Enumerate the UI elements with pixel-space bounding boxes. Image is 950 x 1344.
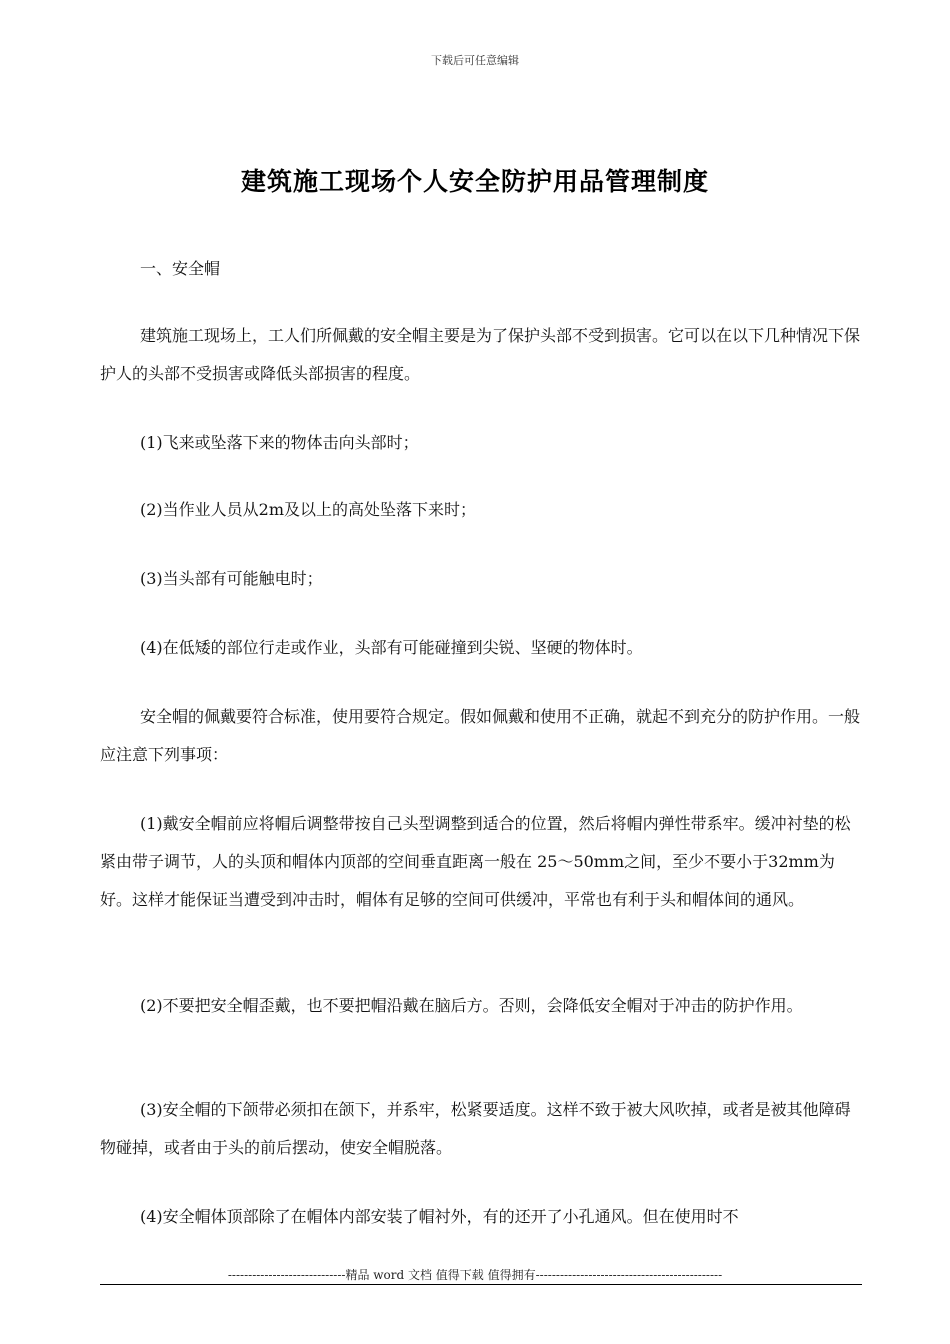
list-item-3: (3)当头部有可能触电时； [140, 569, 323, 588]
footer-divider [100, 1284, 862, 1285]
document-title: 建筑施工现场个人安全防护用品管理制度 [240, 167, 709, 196]
footer-text: -----------------------------精品 word 文档 值得下载 值得拥有---------------------------------------------- [227, 1268, 723, 1282]
paragraph-intro: 建筑施工现场上，工人们所佩戴的安全帽主要是为了保护头部不受到损害。它可以在以下几种情况下保护人的头部不受损害或降低头部损害的程度。 [100, 326, 861, 383]
header-note: 下载后可任意编辑 [431, 54, 519, 67]
list-item-1: (1)飞来或坠落下来的物体击向头部时； [140, 433, 419, 452]
usage-item-1: (1)戴安全帽前应将帽后调整带按自己头型调整到适合的位置，然后将帽内弹性带系牢。缓冲衬垫的松紧由带子调节，人的头顶和帽体内顶部的空间垂直距离一般在 25～50mm之间，至少不要小于32mm为好。这样才能保证当遭受到冲击时，帽体有足够的空间可供缓冲，平常也有利于头和帽体间的通风。 [100, 814, 851, 909]
list-item-4: (4)在低矮的部位行走或作业，头部有可能碰撞到尖锐、坚硬的物体时。 [140, 638, 643, 657]
paragraph-usage: 安全帽的佩戴要符合标准，使用要符合规定。假如佩戴和使用不正确，就起不到充分的防护作用。一般应注意下列事项： [100, 707, 861, 764]
section-heading: 一、安全帽 [140, 259, 221, 278]
usage-item-2: (2)不要把安全帽歪戴，也不要把帽沿戴在脑后方。否则，会降低安全帽对于冲击的防护作用。 [140, 996, 803, 1015]
usage-item-3: (3)安全帽的下颌带必须扣在颌下，并系牢，松紧要适度。这样不致于被大风吹掉，或者是被其他障碍物碰掉，或者由于头的前后摆动，使安全帽脱落。 [100, 1100, 851, 1157]
list-item-2: (2)当作业人员从2m及以上的高处坠落下来时； [140, 500, 477, 519]
usage-item-4: (4)安全帽体顶部除了在帽体内部安装了帽衬外，有的还开了小孔通风。但在使用时不 [140, 1207, 739, 1226]
